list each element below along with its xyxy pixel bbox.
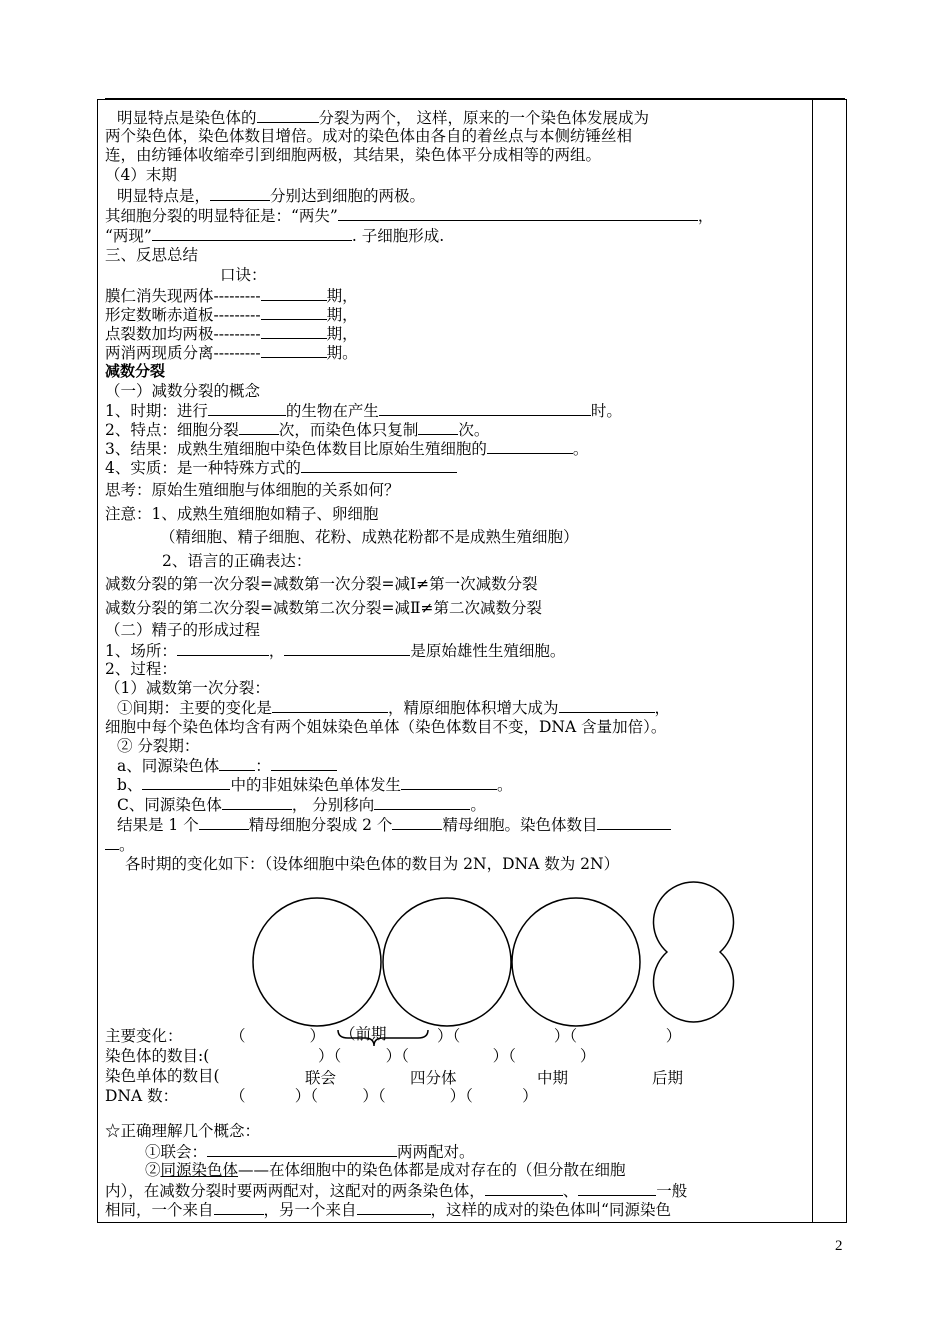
- stage-label-synapsis: 联会: [305, 1069, 337, 1087]
- text-line: “两现” . 子细胞形成.: [105, 227, 445, 245]
- stage-label-tetrad: 四分体: [410, 1069, 457, 1087]
- text-line: ②同源染色体——在体细胞中的染色体都是成对存在的（但分散在细胞: [145, 1161, 626, 1179]
- text-line: 各时期的变化如下：（设体细胞中染色体的数目为 2N，DNA 数为 2N）: [125, 855, 620, 873]
- mnemonic-line: 点裂数加均两极--------- 期，: [105, 325, 358, 343]
- subsection-title: （一）减数分裂的概念: [105, 382, 261, 400]
- text-line: 明显特点是， 分别达到细胞的两极。: [117, 187, 426, 205]
- mnemonic-line: 膜仁消失现两体--------- 期，: [105, 287, 358, 305]
- text-line: 相同，一个来自 ，另一个来自 ，这样的成对的染色体叫“同源染色: [105, 1201, 671, 1219]
- text-line: （1）减数第一次分裂：: [105, 679, 270, 697]
- text-line: 3、结果：成熟生殖细胞中染色体数目比原始生殖细胞的 。: [105, 440, 589, 458]
- text-line: 明显特点是染色体的 分裂为两个， 这样，原来的一个染色体发展成为: [117, 109, 649, 127]
- row-label-dna-count: DNA 数：: [105, 1087, 179, 1105]
- section-telophase: （4）末期: [105, 166, 177, 184]
- text-line: 2、过程：: [105, 660, 177, 678]
- text-line: 1、时期：进行 的生物在产生 时。: [105, 402, 622, 420]
- text-line: 结果是 1 个 精母细胞分裂成 2 个 精母细胞。染色体数目: [117, 815, 671, 835]
- text-line: 减数分裂的第二次分裂=减数第二次分裂=减Ⅱ≠第二次减数分裂: [105, 599, 542, 617]
- text-line: （精细胞、精子细胞、花粉、成熟花粉都不是成熟生殖细胞）: [160, 528, 579, 546]
- text-line: 2、语言的正确表达：: [162, 552, 312, 570]
- concepts-title: ☆正确理解几个概念：: [105, 1122, 261, 1140]
- text-line: 内），在减数分裂时要两两配对，这配对的两条染色体， 、 一般: [105, 1182, 688, 1200]
- cell-circle-2: [383, 898, 511, 1026]
- text-line: ①联会： 两两配对。: [145, 1143, 475, 1161]
- bracket-group: ）（ ）（ ）: [437, 1027, 682, 1045]
- heading-meiosis: 减数分裂: [105, 362, 166, 380]
- text-line: 两个染色体，染色体数目增倍。成对的染色体由各自的着丝点与本侧纺锤丝相: [105, 127, 633, 145]
- text-line: C、同源染色体 ， 分别移向 。: [117, 796, 486, 814]
- table-column-divider: [812, 99, 813, 1223]
- text-line: b、 中的非姐妹染色单体发生 。: [117, 776, 513, 794]
- row-label-chromatid-count: 染色单体的数目(: [105, 1067, 220, 1085]
- stage-label-anaphase: 后期: [652, 1069, 684, 1087]
- row-label-chromosome-count: 染色体的数目:(: [105, 1047, 210, 1065]
- dividing-cell-shape: [654, 882, 734, 1022]
- text-line: 注意：1、成熟生殖细胞如精子、卵细胞: [105, 505, 379, 523]
- text-line: 2、特点：细胞分裂 次，而染色体只复制 次。: [105, 421, 490, 439]
- text-line: ② 分裂期：: [117, 737, 200, 755]
- stage-label-metaphase: 中期: [537, 1069, 569, 1087]
- row-label-main-change: 主要变化：: [105, 1027, 183, 1045]
- mnemonic-line: 两消两现质分离--------- 期。: [105, 344, 358, 362]
- mnemonic-label: 口诀：: [220, 266, 267, 284]
- text-line: 连，由纺锤体收缩牵引到细胞两极，其结果，染色体平分成相等的两组。: [105, 146, 602, 164]
- page-number: 2: [835, 1238, 843, 1254]
- section-reflection: 三、反思总结: [105, 246, 199, 264]
- text-line: 1、场所： ， 是原始雄性生殖细胞。: [105, 642, 566, 660]
- underlined-term: 同源染色体: [160, 1161, 239, 1179]
- text-line: a、同源染色体 ：: [117, 756, 337, 776]
- cell-circle-1: [253, 898, 381, 1026]
- text-line: 。: [105, 835, 135, 855]
- cell-circle-3: [512, 898, 640, 1026]
- text-line: 4、实质：是一种特殊方式的: [105, 458, 457, 478]
- text-line: 减数分裂的第一次分裂=减数第一次分裂=减Ⅰ≠第一次减数分裂: [105, 575, 538, 593]
- text-line: 细胞中每个染色体均含有两个姐妹染色单体（染色体数目不变，DNA 含量加倍）。: [105, 718, 667, 736]
- text-line: ①间期：主要的变化是 ，精原细胞体积增大成为 ，: [117, 699, 671, 717]
- text-line: 思考：原始生殖细胞与体细胞的关系如何？: [105, 481, 400, 499]
- bracket-group: ）（ ）（ ）（ ）: [318, 1047, 596, 1065]
- subsection-title: （二）精子的形成过程: [105, 621, 261, 639]
- text-line: 其细胞分裂的明显特征是：“两失” ，: [105, 207, 714, 225]
- mnemonic-line: 形定数晰赤道板--------- 期，: [105, 306, 358, 324]
- prophase-label: （前期: [340, 1025, 387, 1043]
- bracket-group: （ ）（ ）（ ）（ ）: [230, 1087, 538, 1105]
- bracket-group: （ ）: [230, 1027, 326, 1045]
